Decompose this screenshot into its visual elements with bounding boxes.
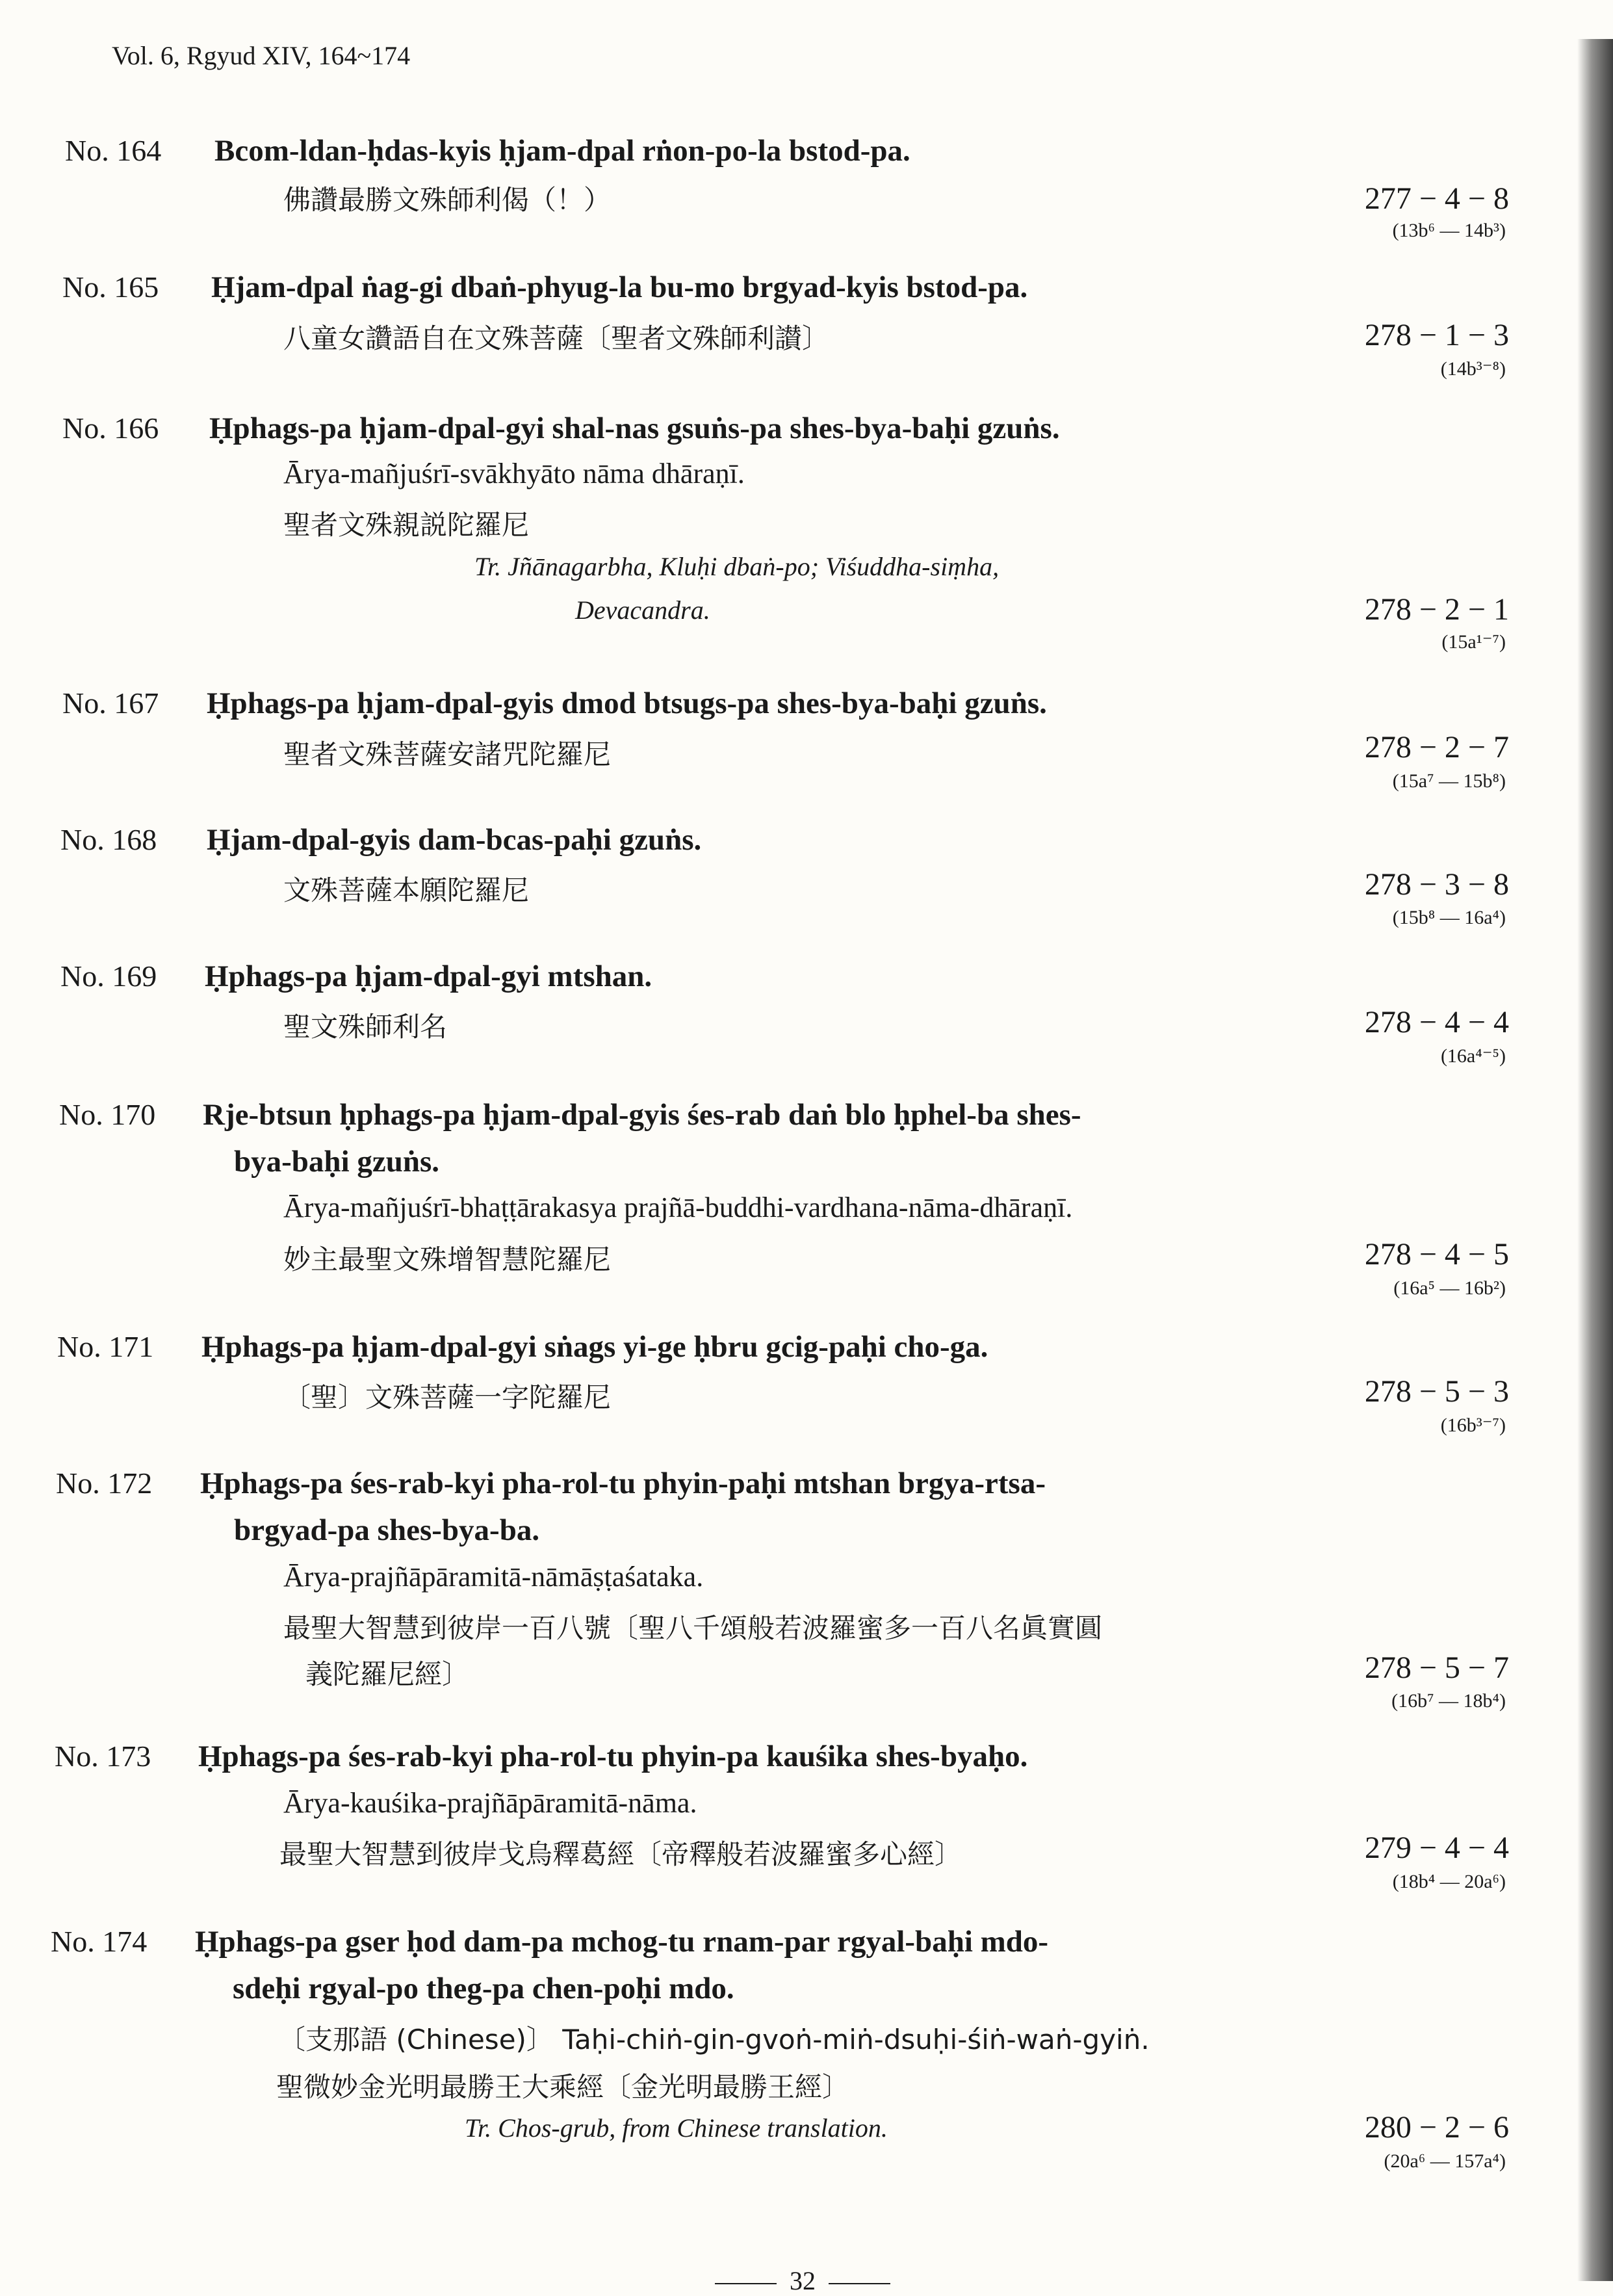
entry-number: No. 174 [51, 1925, 148, 1958]
entry-title: Ḥjam-dpal-gyis dam-bcas-paḥi gzuṅs. [207, 823, 702, 857]
entry-title-cont: bya-baḥi gzuṅs. [234, 1145, 440, 1179]
entry-folio: (18b⁴ — 20a⁶) [1392, 1871, 1506, 1892]
entry-title: Bcom-ldan-ḥdas-kyis ḥjam-dpal rṅon-po-la bstod-pa. [214, 134, 910, 168]
entry-chinese-title-cont: 義陀羅尼經〕 [305, 1658, 470, 1690]
entry-title: Ḥphags-pa ḥjam-dpal-gyis dmod btsugs-pa shes-bya-baḥi gzuṅs. [207, 686, 1047, 720]
entry-number: No. 169 [60, 959, 157, 993]
footer-dash-left [715, 2283, 777, 2284]
entry-reference: 278 − 4 − 4 [1364, 1005, 1509, 1039]
entry-folio: (16b³⁻⁷) [1440, 1415, 1506, 1436]
entry-folio: (13b⁶ — 14b³) [1392, 220, 1506, 241]
running-header: Vol. 6, Rgyud XIV, 164~174 [112, 41, 411, 70]
entry-number: No. 172 [56, 1467, 153, 1500]
entry-folio: (20a⁶ — 157a⁴) [1384, 2150, 1506, 2172]
entry-sanskrit-title: Ārya-mañjuśrī-svākhyāto nāma dhāraṇī. [283, 458, 745, 489]
entry-number: No. 173 [55, 1740, 151, 1773]
entry-translators: Tr. Chos-grub, from Chinese translation. [465, 2113, 888, 2143]
entry-title-cont: sdeḥi rgyal-po theg-pa chen-poḥi mdo. [233, 1972, 734, 2005]
scan-edge-shadow [1577, 39, 1613, 2281]
entry-title: Ḥphags-pa ḥjam-dpal-gyi shal-nas gsuṅs-pa shes-bya-baḥi gzuṅs. [209, 411, 1060, 445]
entry-title: Ḥphags-pa ḥjam-dpal-gyi mtshan. [205, 959, 652, 993]
entry-folio: (14b³⁻⁸) [1440, 358, 1506, 380]
entry-title: Ḥphags-pa śes-rab-kyi pha-rol-tu phyin-paḥi mtshan brgya-rtsa- [200, 1467, 1046, 1500]
entry-sanskrit-title: Ārya-prajñāpāramitā-nāmāṣṭaśataka. [283, 1561, 704, 1593]
entry-chinese-title: 聖者文殊菩薩安諸咒陀羅尼 [283, 738, 612, 770]
entry-folio: (15a¹⁻⁷) [1441, 631, 1506, 653]
entry-translators-cont: Devacandra. [575, 595, 710, 625]
footer-dash-right [829, 2283, 890, 2284]
entry-number: No. 167 [62, 686, 159, 720]
entry-chinese-title: 〔聖〕文殊菩薩一字陀羅尼 [283, 1381, 612, 1413]
entry-folio: (16a⁵ — 16b²) [1393, 1277, 1506, 1299]
entry-number: No. 164 [65, 134, 162, 167]
entry-folio: (16a⁴⁻⁵) [1440, 1045, 1506, 1067]
entry-reference: 278 − 5 − 7 [1364, 1650, 1509, 1685]
entry-sanskrit-title: Ārya-kauśika-prajñāpāramitā-nāma. [283, 1787, 697, 1819]
entry-reference: 278 − 1 − 3 [1364, 318, 1509, 352]
entry-chinese-title: 最聖大智慧到彼岸戈烏釋葛經〔帝釋般若波羅蜜多心經〕 [279, 1838, 962, 1870]
entry-reference: 278 − 3 − 8 [1364, 867, 1509, 902]
entry-chinese-title: 佛讚最勝文殊師利偈（！） [283, 184, 612, 216]
entry-title-cont: brgyad-pa shes-bya-ba. [234, 1513, 540, 1547]
entry-reference: 280 − 2 − 6 [1364, 2110, 1509, 2145]
entry-chinese-title: 八童女讚語自在文殊菩薩〔聖者文殊師利讃〕 [283, 322, 830, 354]
entry-chinese-title: 妙主最聖文殊增智慧陀羅尼 [283, 1244, 612, 1275]
entry-title: Rje-btsun ḥphags-pa ḥjam-dpal-gyis śes-rab daṅ blo ḥphel-ba shes- [203, 1098, 1081, 1132]
entry-number: No. 165 [62, 270, 159, 304]
entry-number: No. 171 [57, 1330, 154, 1363]
entry-chinese-title: 聖微妙金光明最勝王大乘經〔金光明最勝王經〕 [276, 2071, 850, 2103]
entry-title: Ḥjam-dpal ṅag-gi dbaṅ-phyug-la bu-mo brgyad-kyis bstod-pa. [211, 270, 1028, 304]
entry-number: No. 170 [59, 1098, 156, 1131]
entry-reference: 279 − 4 − 4 [1364, 1831, 1509, 1865]
entry-chinese-title: 文殊菩薩本願陀羅尼 [283, 874, 530, 906]
page-number-text: 32 [790, 2266, 816, 2295]
entry-reference: 277 − 4 − 8 [1364, 181, 1509, 216]
entry-title: Ḥphags-pa gser ḥod dam-pa mchog-tu rnam-par rgyal-baḥi mdo- [195, 1925, 1049, 1959]
entry-reference: 278 − 2 − 7 [1364, 730, 1509, 764]
entry-folio: (15a⁷ — 15b⁸) [1392, 770, 1506, 792]
entry-reference: 278 − 4 − 5 [1364, 1237, 1509, 1272]
entry-translators: Tr. Jñānagarbha, Kluḥi dbaṅ-po; Viśuddha-siṃha, [474, 552, 1000, 581]
entry-chinese-title: 聖文殊師利名 [283, 1011, 448, 1043]
entry-number: No. 168 [60, 823, 157, 856]
entry-sanskrit-title: Ārya-mañjuśrī-bhaṭṭārakasya prajñā-buddhi-vardhana-nāma-dhāraṇī. [283, 1192, 1073, 1223]
entry-folio: (15b⁸ — 16a⁴) [1392, 907, 1506, 928]
entry-chinese-transcription: 〔支那語 (Chinese)〕 Taḥi-chiṅ-gin-gvoṅ-miṅ-dsuḥi-śiṅ-waṅ-gyiṅ. [278, 2024, 1150, 2055]
entry-title: Ḥphags-pa ḥjam-dpal-gyi sṅags yi-ge ḥbru gcig-paḥi cho-ga. [201, 1330, 988, 1364]
entry-folio: (16b⁷ — 18b⁴) [1391, 1690, 1506, 1712]
entry-chinese-title: 最聖大智慧到彼岸一百八號〔聖八千頌般若波羅蜜多一百八名眞實圓 [283, 1612, 1103, 1644]
entry-reference: 278 − 5 − 3 [1364, 1374, 1509, 1409]
entry-number: No. 166 [62, 411, 159, 445]
entry-title: Ḥphags-pa śes-rab-kyi pha-rol-tu phyin-pa kauśika shes-byaḥo. [198, 1740, 1028, 1773]
entry-reference: 278 − 2 − 1 [1364, 592, 1509, 627]
entry-chinese-title: 聖者文殊親説陀羅尼 [283, 509, 530, 541]
